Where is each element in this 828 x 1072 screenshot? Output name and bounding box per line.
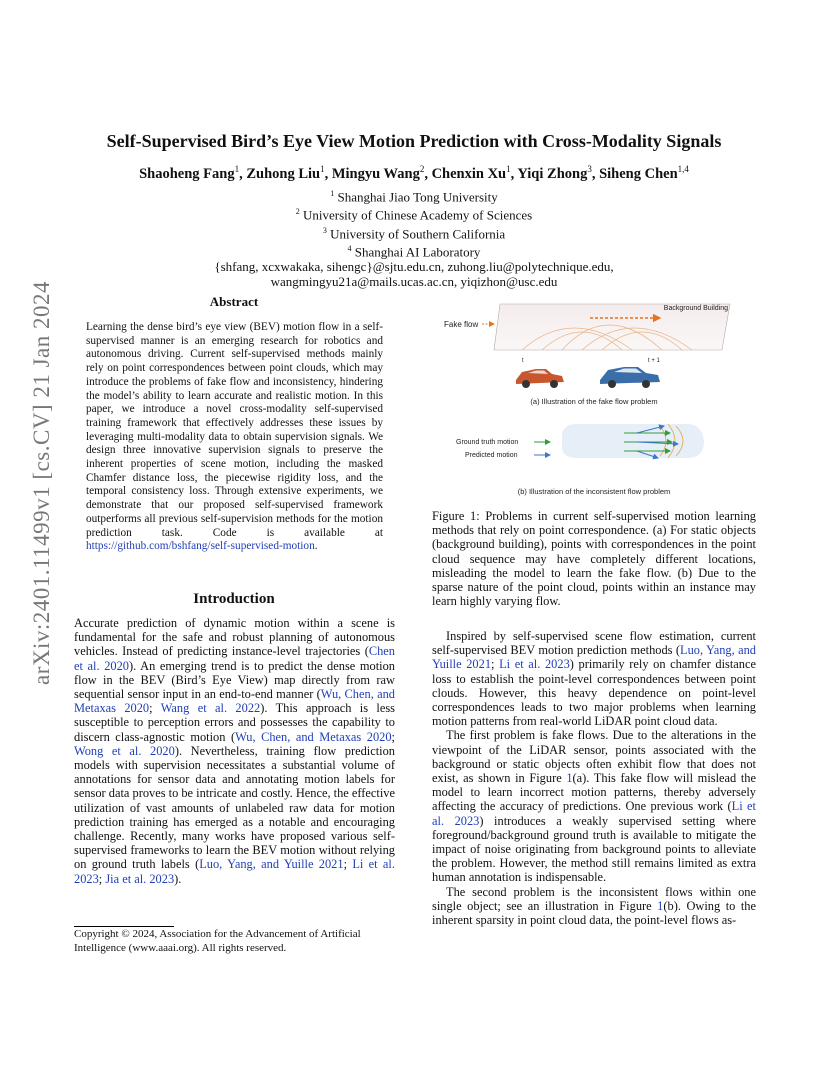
abstract-heading: Abstract [209,294,259,309]
citation-link[interactable]: Chen et al. 2020 [74,644,395,673]
figure-ref-link[interactable]: 1 [657,898,664,913]
affiliation: $^4$ Shanghai AI Laboratory [347,243,481,260]
citation-link[interactable]: Wu, Chen, and Metaxas 2020 [74,687,395,716]
instance-shape [562,424,704,458]
blue-car-icon [600,367,660,388]
citation-link[interactable]: Li et al. 2023 [432,799,756,828]
author-name: Zuhong Liu [246,165,321,182]
author-name: Chenxin Xu [431,165,507,182]
introduction-heading: Introduction [193,591,275,607]
subcaption-a: (a) Illustration of the fake flow problem [530,397,658,406]
citation-link[interactable]: Luo, Yang, and Yuille 2021 [432,643,756,672]
author-name: Yiqi Zhong [517,165,588,182]
paragraph: The second problem is the inconsistent flows within one single object; see an illustration in Figure 1(b). Owing to the inherent sparsity in point cloud data, the point-level flows as- [432,884,756,928]
pred-motion-label: Predicted motion [465,452,518,459]
email-line: wangmingyu21a@mails.ucas.ac.cn, yiqizhon@usc.edu [270,274,558,290]
subcaption-b: (b) Illustration of the inconsistent flow problem [517,487,671,496]
author-name: Shaoheng Fang [139,165,235,182]
code-link[interactable]: https://github.com/bshfang/self-supervised-motion [86,540,315,553]
arxiv-stamp: arXiv:2401.11499v1 [cs.CV] 21 Jan 2024 [29,281,54,685]
paper-title: Self-Supervised Bird’s Eye View Motion Prediction with Cross-Modality Signals [106,131,722,151]
citation-link[interactable]: Wong et al. 2020 [74,743,175,758]
gt-motion-label: Ground truth motion [456,439,519,446]
background-building-label: Background Building [663,305,728,312]
figure-ref-link[interactable]: 1 [566,771,573,786]
affiliation: $^3$ University of Southern California [322,225,506,241]
figure-caption: Figure 1: Problems in current self-supervised motion learning methods that rely on point correspondence. (a) For static objects (background building), points with correspondences in the point cloud sequence may have completely different locations, misleading the model to learn the fake flow. (b) Due to the sparse nature of the point cloud, points within an instance may learn highly varying flow. [432,509,756,609]
red-car-icon [516,369,564,388]
time-t-label: t [522,358,524,364]
affiliation: $^2$ University of Chinese Academy of Sciences [295,207,533,223]
figure-1 [432,296,756,502]
fake-flow-label: Fake flow [444,320,479,329]
affiliations [0,186,828,289]
paragraph: Inspired by self-supervised scene flow estimation, current self-supervised BEV motion prediction methods (Luo, Yang, and Yuille 2021; Li et al. 2023) primarily rely on chamfer distance loss to establish the point-level correspondences between point clouds. However, this heavy dependence on point-level correspondences leads to two major problems when learning motion patterns from real-world LiDAR point cloud data. [432,629,756,729]
author-list: Shaoheng Fang$^1$, Zuhong Liu$^1$, Mingyu Wang$^2$, Chenxin Xu$^1$, Yiqi Zhong$^3$, Siheng Chen$^{1,4}$ [139,164,689,182]
author-name: Siheng Chen [599,165,678,182]
citation-link[interactable]: Jia et al. 2023 [105,871,175,886]
email-line: {shfang, xcxwakaka, sihengc}@sjtu.edu.cn, zuhong.liu@polytechnique.edu, [214,259,614,275]
author-name: Mingyu Wang [331,165,420,182]
citation-link[interactable]: Li et al. 2023 [499,657,570,672]
citation-link[interactable]: Wu, Chen, and Metaxas 2020 [235,729,392,744]
citation-link[interactable]: Wang et al. 2022 [160,701,261,716]
copyright-footnote: Copyright © 2024, Association for the Advancement of Artificial Intelligence (www.aaai.org). All rights reserved. [74,928,361,954]
paragraph: The first problem is fake flows. Due to the alterations in the viewpoint of the LiDAR sensor, points associated with the background or static objects often exhibit flow that does not exist, as shown in Figure 1(a). This fake flow will mislead the model to learn incorrect motion patterns, thereby adversely affecting the accuracy of predictions. One previous work (Li et al. 2023) introduces a weakly supervised setting where foreground/background ground truth is available to mitigate the impact of noise originating from background points to alleviate the problem. However, the method still remains limited as extra human annotation is indispensable. [432,728,756,885]
affiliation: $^1$ Shanghai Jiao Tong University [330,189,498,205]
time-t1-label: t + 1 [648,358,660,364]
abstract-text: Learning the dense bird’s eye view (BEV) motion flow in a self-supervised manner is an emerging research for robotics and autonomous driving. Current self-supervised methods mainly rely on point correspondences between point clouds, which may introduce the problems of fake flow and inconsistency, hindering the model’s ability to learn accurate and realistic motion. In this paper, we introduce a novel cross-modality self-supervised training framework that effectively addresses these issues by leveraging multi-modality data to obtain supervision signals. We design three innovative supervision signals to preserve the inherent properties of scene motion, including the masked Chamfer distance loss, the piecewise rigidity loss, and the temporal consistency loss. Through extensive experiments, we demonstrate that our proposed self-supervised framework outperforms all previous self-supervision methods for the motion prediction task. Code is available at https://github.com/bshfang/self-supervised-motion. [86,321,383,553]
citation-link[interactable]: Li et al. 2023 [74,857,395,886]
introduction-paragraph: Accurate prediction of dynamic motion within a scene is fundamental for the safe and robust planning of autonomous vehicles. Instead of predicting instance-level trajectories (Chen et al. 2020). An emerging trend is to predict the dense motion flow in the BEV (Bird’s Eye View) map directly from raw sequential sensor input in an end-to-end manner (Wu, Chen, and Metaxas 2020; Wang et al. 2022). This approach is less susceptible to perception errors and possesses the capability to discern class-agnostic motion (Wu, Chen, and Metaxas 2020; Wong et al. 2020). Nevertheless, training flow prediction models with supervision necessitates a substantial volume of annotations for sensor data and annotating motion labels for sensor data proves to be intricate and costly. Hence, the effective utilization of vast amounts of unlabeled raw data for motion prediction training has emerged as a notable and encouraging challenge. Recently, many works have proposed various self-supervised frameworks to learn the BEV motion without relying on ground truth labels (Luo, Yang, and Yuille 2021; Li et al. 2023; Jia et al. 2023). [74,616,395,886]
footnote-rule [74,926,174,927]
citation-link[interactable]: Luo, Yang, and Yuille 2021 [199,857,344,872]
right-column [432,629,756,927]
